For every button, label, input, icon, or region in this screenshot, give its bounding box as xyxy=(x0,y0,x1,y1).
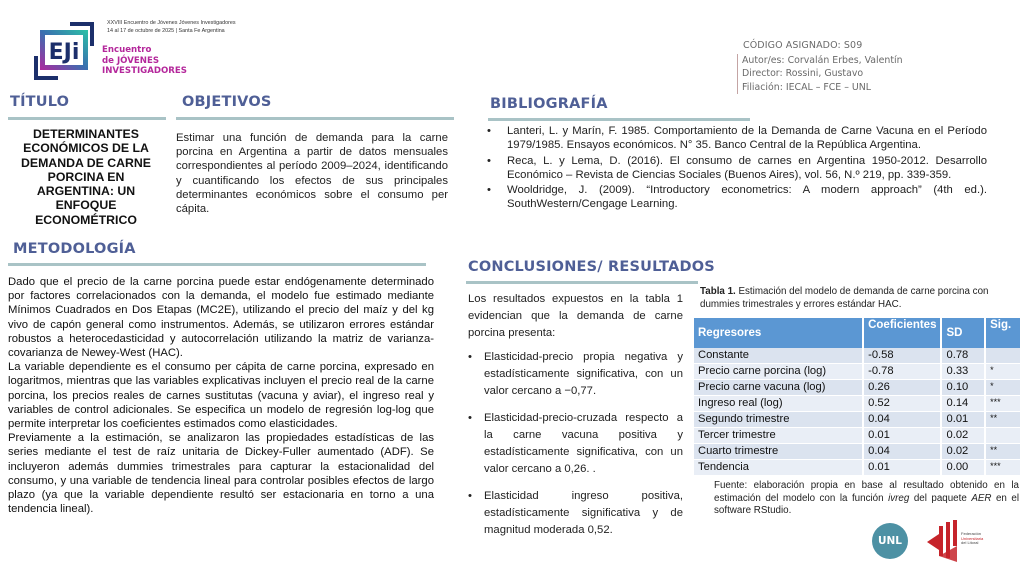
table-row xyxy=(694,364,1021,380)
bibliography-item: • Lanteri, L. y Marín, F. 1985. Comportamiento de la Demanda de Carne Vacuna en el Período 1979/1985. Ensayos económicos. N° 35. Banco Central de la República Argentina. xyxy=(487,124,987,153)
section-heading-metodologia: METODOLOGÍA xyxy=(13,241,136,257)
conclusions-intro: Los resultados expuestos en la tabla 1 evidencian que la demanda de carne porcina presenta: xyxy=(468,293,683,339)
table-caption-label: Tabla 1. xyxy=(700,286,736,297)
event-title: XXVIII Encuentro de Jóvenes Jóvenes Investigadores xyxy=(107,20,236,26)
sd-cell: 0.33 xyxy=(941,364,985,380)
source-function: ivreg xyxy=(888,492,910,504)
significance-cell: * xyxy=(985,364,1021,380)
table-caption-text: Estimación del modelo de demanda de carne porcina con dummies trimestrales y errores estándar HAC. xyxy=(700,286,989,310)
regressor-cell: Cuarto trimestre xyxy=(694,444,863,460)
bibliography-item: • Wooldridge, J. (2009). “Introductory econometrics: A modern approach” (4th ed.). SouthWestern/Cengage Learning. xyxy=(487,183,987,212)
table-caption xyxy=(700,285,1020,311)
logo-mark: EJi xyxy=(48,40,80,65)
brand-line: Encuentro xyxy=(102,45,152,55)
section-heading-conclusiones: CONCLUSIONES/ RESULTADOS xyxy=(468,259,715,275)
coefficient-cell: 0.01 xyxy=(863,460,941,476)
significance-cell xyxy=(985,348,1021,364)
section-heading-objetivos: OBJETIVOS xyxy=(182,94,272,110)
source-text: del paquete xyxy=(909,492,972,504)
column-header: Sig. xyxy=(985,318,1021,348)
sd-cell: 0.02 xyxy=(941,428,985,444)
affiliation: Filiación: IECAL – FCE – UNL xyxy=(742,81,871,93)
methodology-paragraph: La variable dependiente es el consumo per cápita de carne porcina, expresado en logaritmos, mientras que las variables explicativas incluyen el precio real de la carne porcina, los precios reales de carnes sustitutas (vacuna y aviar), el ingreso real y variables de control adicionales. Se especifica un modelo de regresión log-log que permite interpretar los coeficientes estimados como elasticidades. xyxy=(8,361,434,431)
column-header: Regresores xyxy=(694,318,863,348)
significance-cell: *** xyxy=(985,460,1021,476)
regressor-cell: Tendencia xyxy=(694,460,863,476)
column-header: Coeficientes xyxy=(863,318,941,348)
significance-cell: ** xyxy=(985,412,1021,428)
conclusion-item: • Elasticidad-precio-cruzada respecto a la carne vacuna positiva y estadísticamente significativa, con un valor cercano a 0,26. . xyxy=(468,410,683,478)
unl-logo: UNL xyxy=(872,523,908,559)
regressor-cell: Constante xyxy=(694,348,863,364)
brand-line: INVESTIGADORES xyxy=(102,66,187,76)
author-info xyxy=(737,54,903,94)
source-text: Fuente: elaboración propia en base al resultado obtenido en la estimación del modelo con la función xyxy=(714,480,1019,504)
sd-cell: 0.01 xyxy=(941,412,985,428)
poster-title: DETERMINANTES ECONÓMICOS DE LA DEMANDA DE CARNE PORCINA EN ARGENTINA: UN ENFOQUE ECONOMÉTRICO xyxy=(20,127,152,227)
table-row xyxy=(694,380,1021,396)
conclusion-item: • Elasticidad ingreso positiva, estadísticamente significativa y de magnitud moderada 0,52. xyxy=(468,488,683,539)
significance-cell: *** xyxy=(985,396,1021,412)
event-dates: 14 al 17 de octubre de 2025 | Santa Fe Argentina xyxy=(107,28,225,34)
coefficient-cell: 0.04 xyxy=(863,444,941,460)
section-heading-bibliografia: BIBLIOGRAFÍA xyxy=(490,96,608,112)
assigned-code: CÓDIGO ASIGNADO: S09 xyxy=(743,40,863,51)
director: Director: Rossini, Gustavo xyxy=(742,68,864,80)
sd-cell: 0.14 xyxy=(941,396,985,412)
section-rule xyxy=(8,117,166,120)
sd-cell: 0.02 xyxy=(941,444,985,460)
sd-cell: 0.00 xyxy=(941,460,985,476)
regressor-cell: Precio carne vacuna (log) xyxy=(694,380,863,396)
methodology-paragraph: Dado que el precio de la carne porcina puede estar endógenamente determinado por factores correlacionados con la demanda, el modelo fue estimado mediante Mínimos Cuadrados en Dos Etapas (MC2E), utilizando el precio del maíz y del kg vivo de capón general como instrumentos. Además, se utilizaron errores estándar robustos a heterocedasticidad y autocorrelación utilizando la matriz de varianza-covarianza de Newey-West (HAC). xyxy=(8,276,434,360)
sd-cell: 0.10 xyxy=(941,380,985,396)
ful-line: del Litoral xyxy=(961,540,979,546)
conclusions-list xyxy=(468,349,683,539)
eji-logo xyxy=(30,18,100,84)
table-row xyxy=(694,348,1021,364)
section-rule xyxy=(466,281,698,284)
table-row xyxy=(694,412,1021,428)
ful-line: Federación xyxy=(961,531,982,536)
significance-cell xyxy=(985,428,1021,444)
coefficient-cell: 0.01 xyxy=(863,428,941,444)
section-rule xyxy=(176,117,454,120)
coefficient-cell: 0.52 xyxy=(863,396,941,412)
section-rule xyxy=(488,118,750,121)
event-brand xyxy=(102,45,187,77)
ful-emblem-icon xyxy=(925,520,959,562)
coefficient-cell: -0.58 xyxy=(863,348,941,364)
significance-cell: * xyxy=(985,380,1021,396)
conclusions xyxy=(468,291,683,549)
bibliography-item: • Reca, L. y Lema, D. (2016). El consumo de carnes en Argentina 1950-2012. Desarrollo Económico – Revista de Ciencias Sociales (Buenos Aires), vol. 56, N.º 219, pp. 339-359. xyxy=(487,154,987,183)
section-rule xyxy=(8,263,426,266)
regressor-cell: Precio carne porcina (log) xyxy=(694,364,863,380)
regressor-cell: Segundo trimestre xyxy=(694,412,863,428)
coefficient-cell: -0.78 xyxy=(863,364,941,380)
significance-cell: ** xyxy=(985,444,1021,460)
objectives-text: Estimar una función de demanda para la carne porcina en Argentina a partir de datos mensuales correspondientes al período 2009–2024, identificando y cuantificando los efectos de sus principales determinantes económicos sobre el consumo per cápita. xyxy=(176,132,448,216)
brand-line: de JÓVENES xyxy=(102,55,160,66)
table-row xyxy=(694,428,1021,444)
table-row xyxy=(694,444,1021,460)
column-header: SD xyxy=(941,318,985,348)
methodology-text xyxy=(8,275,434,516)
section-heading-titulo: TÍTULO xyxy=(10,94,70,110)
table-header-row xyxy=(694,318,1021,348)
ful-line: Universitaria xyxy=(961,535,984,541)
regressor-cell: Ingreso real (log) xyxy=(694,396,863,412)
bibliography-list xyxy=(487,124,987,213)
regressor-cell: Tercer trimestre xyxy=(694,428,863,444)
table-row xyxy=(694,396,1021,412)
ful-text xyxy=(961,532,983,546)
ful-logo xyxy=(925,520,1005,562)
authors: Autor/es: Corvalán Erbes, Valentín xyxy=(742,55,903,66)
methodology-paragraph: Previamente a la estimación, se analizaron las propiedades estadísticas de las series mediante el test de raíz unitaria de Dickey-Fuller aumentado (ADF). Se incluyeron además dummies trimestrales para capturar la estacionalidad del consumo, y una variable de tendencia lineal para controlar posibles efectos de largo plazo (ya que la variable dependiente resultó ser estacionaria en torno a una tendencia lineal). xyxy=(8,432,434,516)
source-text: en el software RStudio. xyxy=(714,492,1019,517)
coefficient-cell: 0.26 xyxy=(863,380,941,396)
conclusion-item: • Elasticidad-precio propia negativa y estadísticamente significativa, con un valor cercano a −0,77. xyxy=(468,349,683,400)
coefficient-cell: 0.04 xyxy=(863,412,941,428)
sd-cell: 0.78 xyxy=(941,348,985,364)
table-row xyxy=(694,460,1021,476)
table-source-note xyxy=(714,480,1019,518)
regression-table xyxy=(694,318,1022,476)
source-package: AER xyxy=(971,492,992,504)
